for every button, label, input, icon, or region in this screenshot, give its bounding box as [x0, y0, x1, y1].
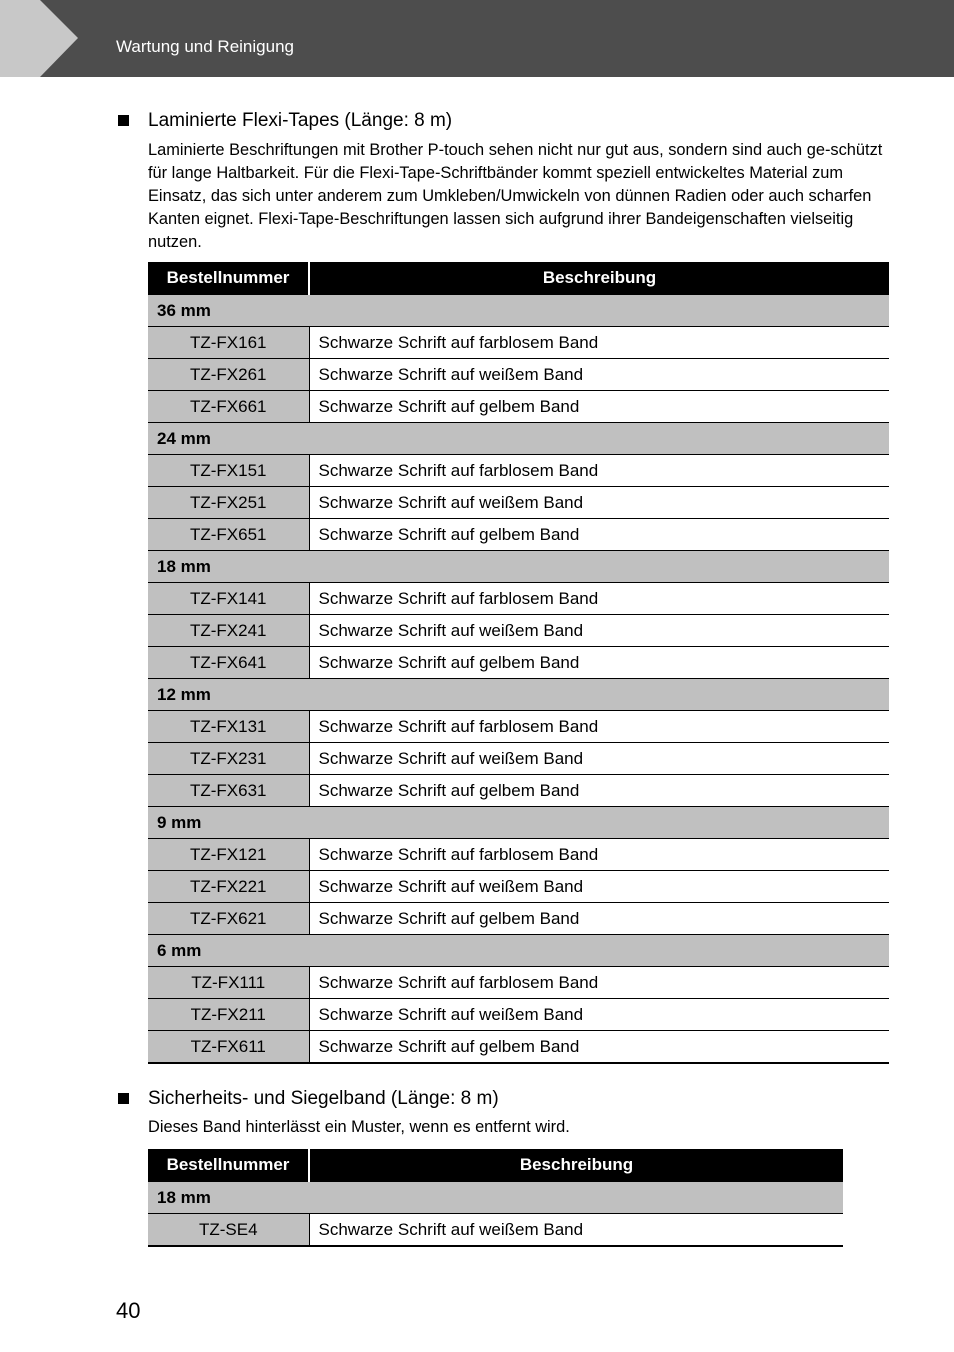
order-number-cell: TZ-FX611: [148, 1031, 309, 1064]
order-number-cell: TZ-FX221: [148, 871, 309, 903]
description-cell: Schwarze Schrift auf weißem Band: [309, 615, 889, 647]
description-cell: Schwarze Schrift auf weißem Band: [309, 359, 889, 391]
table-row: [148, 487, 889, 519]
order-number-cell: TZ-FX251: [148, 487, 309, 519]
description-cell: Schwarze Schrift auf farblosem Band: [309, 455, 889, 487]
order-number-cell: TZ-FX261: [148, 359, 309, 391]
order-number-cell: TZ-FX121: [148, 839, 309, 871]
square-bullet-icon: [118, 1093, 129, 1104]
order-number-cell: TZ-FX631: [148, 775, 309, 807]
description-cell: Schwarze Schrift auf gelbem Band: [309, 391, 889, 423]
description-cell: Schwarze Schrift auf weißem Band: [309, 999, 889, 1031]
header-title: Wartung und Reinigung: [116, 37, 294, 56]
order-number-cell: TZ-FX131: [148, 711, 309, 743]
table-row: [148, 647, 889, 679]
section-heading-text: Sicherheits- und Siegelband (Länge: 8 m): [148, 1088, 499, 1109]
table-row: [148, 967, 889, 999]
table-row: [148, 903, 889, 935]
order-number-cell: TZ-FX111: [148, 967, 309, 999]
table-group-row: [148, 551, 889, 583]
table-row: [148, 1214, 843, 1247]
table-row: [148, 1031, 889, 1064]
table-group-row: [148, 295, 889, 327]
description-cell: Schwarze Schrift auf gelbem Band: [309, 519, 889, 551]
description-cell: Schwarze Schrift auf farblosem Band: [309, 711, 889, 743]
table-group-row: [148, 807, 889, 839]
page-header: [0, 0, 954, 77]
table-row: [148, 391, 889, 423]
description-cell: Schwarze Schrift auf farblosem Band: [309, 327, 889, 359]
table-row: [148, 615, 889, 647]
description-cell: Schwarze Schrift auf weißem Band: [309, 743, 889, 775]
description-cell: Schwarze Schrift auf farblosem Band: [309, 967, 889, 999]
group-label: 18 mm: [148, 551, 889, 583]
column-header-description: Beschreibung: [309, 1149, 843, 1182]
order-number-cell: TZ-FX641: [148, 647, 309, 679]
description-cell: Schwarze Schrift auf weißem Band: [309, 487, 889, 519]
table-group-row: [148, 1182, 843, 1214]
description-cell: Schwarze Schrift auf gelbem Band: [309, 647, 889, 679]
security-tape-table: [148, 1149, 843, 1247]
order-number-cell: TZ-FX621: [148, 903, 309, 935]
table-row: [148, 359, 889, 391]
description-cell: Schwarze Schrift auf weißem Band: [309, 871, 889, 903]
table-row: [148, 743, 889, 775]
order-number-cell: TZ-FX231: [148, 743, 309, 775]
order-number-cell: TZ-FX661: [148, 391, 309, 423]
group-label: 18 mm: [148, 1182, 843, 1214]
table-row: [148, 775, 889, 807]
table-header-row: [148, 262, 889, 295]
section-heading-text: Laminierte Flexi-Tapes (Länge: 8 m): [148, 110, 453, 131]
order-number-cell: TZ-FX211: [148, 999, 309, 1031]
order-number-cell: TZ-FX241: [148, 615, 309, 647]
table-row: [148, 999, 889, 1031]
order-number-cell: TZ-FX151: [148, 455, 309, 487]
table-row: [148, 583, 889, 615]
table-header-row: [148, 1149, 843, 1182]
order-number-cell: TZ-FX651: [148, 519, 309, 551]
description-cell: Schwarze Schrift auf gelbem Band: [309, 775, 889, 807]
column-header-description: Beschreibung: [309, 262, 889, 295]
description-cell: Schwarze Schrift auf farblosem Band: [309, 839, 889, 871]
group-label: 24 mm: [148, 423, 889, 455]
group-label: 12 mm: [148, 679, 889, 711]
description-cell: Schwarze Schrift auf gelbem Band: [309, 1031, 889, 1064]
group-label: 9 mm: [148, 807, 889, 839]
table-row: [148, 519, 889, 551]
table-group-row: [148, 935, 889, 967]
header-tab-shape: [0, 0, 78, 77]
table-row: [148, 327, 889, 359]
group-label: 6 mm: [148, 935, 889, 967]
flexi-tape-table: [148, 262, 889, 1064]
column-header-order-number: Bestellnummer: [148, 262, 309, 295]
table-row: [148, 455, 889, 487]
table-group-row: [148, 423, 889, 455]
order-number-cell: TZ-FX141: [148, 583, 309, 615]
table-group-row: [148, 679, 889, 711]
table-row: [148, 871, 889, 903]
square-bullet-icon: [118, 115, 129, 126]
description-cell: Schwarze Schrift auf gelbem Band: [309, 903, 889, 935]
page-number: 40: [116, 1298, 141, 1323]
section-description-security: Dieses Band hinterlässt ein Muster, wenn es entfernt wird.: [148, 1118, 570, 1136]
table-row: [148, 839, 889, 871]
group-label: 36 mm: [148, 295, 889, 327]
table-row: [148, 711, 889, 743]
section-description-flexi: Laminierte Beschriftungen mit Brother P-touch sehen nicht nur gut aus, sondern sind auch ge-schützt für lange Haltbarkeit. Für die Flexi-Tape-Schriftbänder kommt speziell entwickeltes Material zum Einsatz, das sich unter anderem zum Umkleben/Umwickeln von dünnen Radien oder auch scharfen Kanten eignet. Flexi-Tape-Beschriftungen lassen sich aufgrund ihrer Bandeigenschaften vielseitig nutzen.: [148, 141, 883, 251]
order-number-cell: TZ-SE4: [148, 1214, 309, 1247]
description-cell: Schwarze Schrift auf weißem Band: [309, 1214, 843, 1247]
order-number-cell: TZ-FX161: [148, 327, 309, 359]
column-header-order-number: Bestellnummer: [148, 1149, 309, 1182]
description-cell: Schwarze Schrift auf farblosem Band: [309, 583, 889, 615]
